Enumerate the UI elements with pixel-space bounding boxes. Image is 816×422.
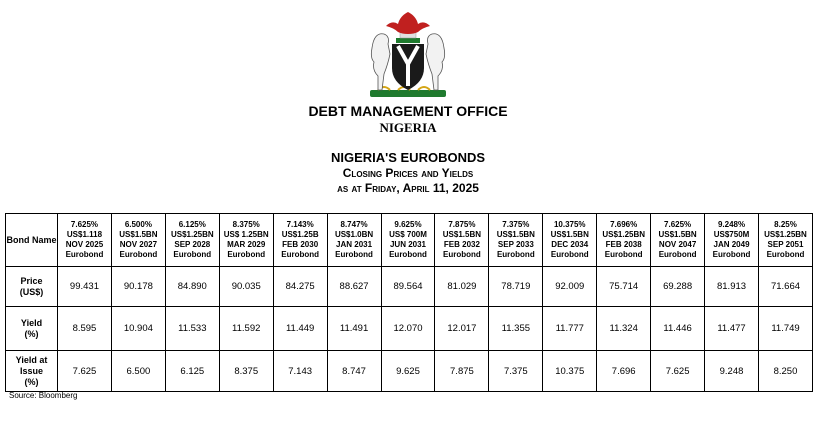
cell-price: 84.890 [165,267,219,307]
bond-header-line: 10.375% [553,220,586,229]
bond-header-line: 7.375% [502,220,530,229]
bond-header-line: US$ 700M [389,230,427,239]
cell-price: 69.288 [651,267,705,307]
cell-yield: 11.477 [705,307,759,351]
bond-header-line: Eurobond [443,250,481,259]
cell-price: 81.913 [705,267,759,307]
nigeria-coat-of-arms-icon [362,8,454,100]
organization-name: DEBT MANAGEMENT OFFICE [308,103,508,119]
bond-header [758,214,812,267]
row-label-yield-at-issue [6,351,58,392]
bond-header-line: 8.375% [232,220,260,229]
bond-header-line: US$1.5BN [496,230,535,239]
row-label-line: Yield [20,317,43,328]
cell-price: 81.029 [435,267,489,307]
cell-yield: 11.777 [543,307,597,351]
bond-header-line: 8.25% [774,220,797,229]
bond-header-line: NOV 2047 [658,240,697,249]
cell-price: 75.714 [597,267,651,307]
bond-header-line: JAN 2049 [713,240,750,249]
source-note: Source: Bloomberg [9,391,78,400]
bond-header-line: 9.625% [394,220,422,229]
bond-header-line: Eurobond [550,250,589,259]
cell-yield: 12.017 [435,307,489,351]
bond-header [705,214,759,267]
cell-issue: 7.625 [58,351,112,392]
bond-header-line: Eurobond [281,250,320,259]
bond-header-line: US$1.5BN [550,230,589,239]
cell-price: 90.178 [111,267,165,307]
cell-price: 78.719 [489,267,543,307]
cell-yield: 11.324 [597,307,651,351]
cell-yield: 11.533 [165,307,219,351]
bond-header-line: Eurobond [389,250,427,259]
cell-issue: 9.248 [705,351,759,392]
table-row-price [6,267,813,307]
cell-price: 89.564 [381,267,435,307]
row-label-price [6,267,58,307]
bond-header-line: 7.696% [610,220,638,229]
cell-price: 92.009 [543,267,597,307]
bond-header-line: 8.747% [340,220,368,229]
bond-header [543,214,597,267]
cell-yield: 10.904 [111,307,165,351]
row-label-yield [6,307,58,351]
bond-header-line: 6.125% [178,220,206,229]
bond-header [651,214,705,267]
bond-header [489,214,543,267]
bond-header-line: 7.143% [286,220,314,229]
document-subtitle: Closing Prices and Yields [342,166,474,180]
bond-header-line: FEB 2038 [605,240,642,249]
cell-issue: 9.625 [381,351,435,392]
bond-header-line: US$1.25BN [764,230,807,239]
bond-header-line: US$1.25BN [170,230,214,239]
row-label-line: Price [20,275,43,286]
bond-header [219,214,273,267]
table-header-row [6,214,813,267]
document-title: NIGERIA'S EUROBONDS [330,150,486,165]
document-date: as at Friday, April 11, 2025 [337,181,479,195]
bond-header-line: JAN 2031 [336,240,373,249]
cell-yield: 11.592 [219,307,273,351]
cell-issue: 8.747 [327,351,381,392]
cell-yield: 11.355 [489,307,543,351]
bond-header-line: US$750M [713,230,750,239]
bond-header-line: DEC 2034 [551,240,589,249]
bond-header-line: 7.875% [448,220,476,229]
cell-yield: 11.446 [651,307,705,351]
bond-header-line: 9.248% [717,220,746,229]
bond-header-line: SEP 2033 [497,240,534,249]
bond-header-line: US$1.0BN [334,230,374,239]
row-label-line: (%) [24,328,39,339]
cell-issue: 6.125 [165,351,219,392]
table-row-yield-at-issue [6,351,813,392]
cell-issue: 7.375 [489,351,543,392]
bond-header-line: Eurobond [604,250,643,259]
bond-header-line: US$ 1.25BN [223,230,269,239]
bond-header-line: Eurobond [658,250,697,259]
bond-header-line: 7.625% [70,220,99,229]
bond-header-line: JUN 2031 [389,240,426,249]
bond-header [111,214,165,267]
cell-issue: 8.250 [758,351,812,392]
bond-header [273,214,327,267]
bond-header-line: FEB 2032 [443,240,480,249]
bond-header-line: NOV 2027 [119,240,158,249]
bond-header-line: 6.500% [124,220,152,229]
bond-header-line: NOV 2025 [65,240,104,249]
cell-issue: 8.375 [219,351,273,392]
cell-issue: 6.500 [111,351,165,392]
bond-header-line: Eurobond [119,250,158,259]
bond-header-line: US$1.25B [281,230,319,239]
cell-issue: 10.375 [543,351,597,392]
cell-issue: 7.143 [273,351,327,392]
bond-header-line: Eurobond [712,250,751,259]
bond-header-line: SEP 2051 [767,240,804,249]
bond-header-line: Eurobond [173,250,212,259]
bond-header [597,214,651,267]
bond-header-line: Eurobond [227,250,266,259]
bond-header [381,214,435,267]
cell-price: 99.431 [58,267,112,307]
bond-header-line: US$1.118 [66,230,103,239]
table-row-yield [6,307,813,351]
bond-header-line: Eurobond [65,250,104,259]
cell-price: 71.664 [758,267,812,307]
bond-header-line: FEB 2030 [282,240,319,249]
cell-price: 88.627 [327,267,381,307]
cell-issue: 7.696 [597,351,651,392]
cell-yield: 8.595 [58,307,112,351]
bond-header [58,214,112,267]
cell-price: 84.275 [273,267,327,307]
bond-header-line: Eurobond [496,250,535,259]
bond-header-line: US$1.5BN [119,230,158,239]
bond-header-line: US$1.25BN [602,230,646,239]
bond-header-line: US$1.5BN [658,230,697,239]
bond-header-line: MAR 2029 [227,240,266,249]
cell-yield: 11.491 [327,307,381,351]
bond-header-line: US$1.5BN [442,230,482,239]
bond-header-line: SEP 2028 [174,240,211,249]
organization-country: NIGERIA [379,120,437,135]
cell-issue: 7.625 [651,351,705,392]
cell-yield: 11.749 [758,307,812,351]
cell-yield: 12.070 [381,307,435,351]
bond-header-line: 7.625% [664,220,692,229]
row-label-line: (%) [24,376,39,387]
bond-header [435,214,489,267]
row-label-line: Issue [19,365,43,376]
row-label-line: Yield at [15,354,48,365]
bond-header-line: Eurobond [766,250,805,259]
bond-header [165,214,219,267]
bond-header-line: Eurobond [335,250,373,259]
cell-price: 90.035 [219,267,273,307]
corner-label: Bond Name [6,214,58,267]
bond-header [327,214,381,267]
eurobonds-table [5,213,813,392]
row-label-line: (US$) [19,286,44,297]
cell-issue: 7.875 [435,351,489,392]
cell-yield: 11.449 [273,307,327,351]
